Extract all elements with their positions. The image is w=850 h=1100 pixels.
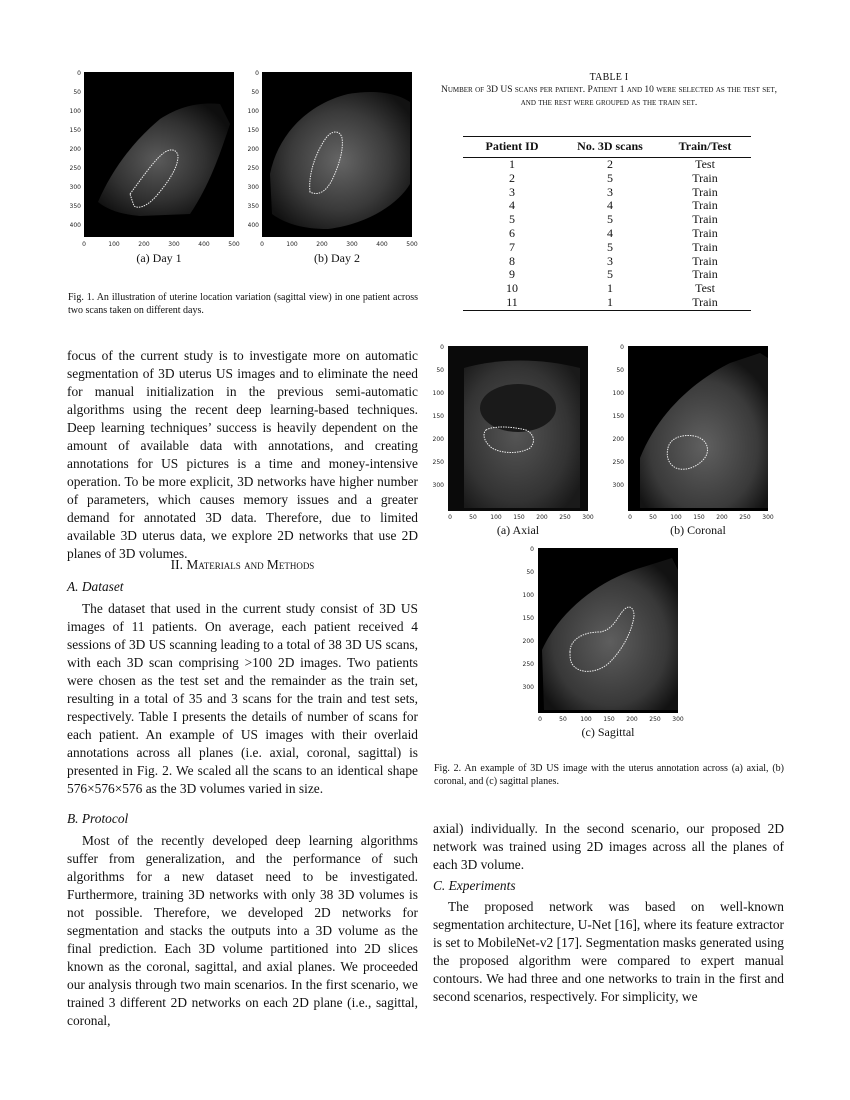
fig2a-ytick: 0 xyxy=(440,344,444,351)
fig1a-ytick: 100 xyxy=(70,108,81,115)
table-row xyxy=(463,227,751,241)
fig2c-xtick: 100 xyxy=(580,716,592,723)
experiments-heading: C. Experiments xyxy=(433,878,516,893)
fig1b-ytick: 50 xyxy=(251,89,259,96)
fig2b-xtick: 250 xyxy=(739,514,751,521)
fig2b-ytick: 200 xyxy=(612,436,624,443)
fig2a-xtick: 50 xyxy=(469,514,477,521)
table-row xyxy=(463,268,751,282)
fig2b-ytick: 250 xyxy=(612,459,624,466)
fig2a-ytick: 50 xyxy=(436,367,444,374)
fig2b-ytick: 0 xyxy=(620,344,624,351)
section-heading xyxy=(67,557,418,573)
fig2b-xtick: 100 xyxy=(670,514,682,521)
fig2c-xtick: 250 xyxy=(649,716,661,723)
fig2c-ytick: 300 xyxy=(522,684,534,691)
fig2a-ytick: 150 xyxy=(432,413,444,420)
protocol-paragraph: Most of the recently developed deep learning algorithms suffer from generalization, and the performance of such algorithms for a new dataset need to be investigated. Furthermore, training 3D networks with only 38 3D volumes is not possible. Therefore, we developed 2D networks for segmentation and stacks the outputs into a 3D volume as the final prediction. Each 3D volume partitioned into 2D slices known as the coronal, sagittal, and axial planes. We proceeded our analysis through two main scenarios. In the first scenario, we trained 3 different 2D networks on each 2D plane (i.e., sagittal, coronal, xyxy=(67,833,418,1028)
table-cell: 5 xyxy=(607,212,613,227)
fig1a-ytick: 50 xyxy=(73,89,81,96)
fig1a-ytick: 200 xyxy=(70,146,81,153)
fig1a-xtick: 500 xyxy=(228,241,240,248)
fig2a-ytick: 200 xyxy=(432,436,444,443)
table-cell: 2 xyxy=(607,157,613,171)
fig2a-xtick: 0 xyxy=(448,514,452,521)
section-number: II. xyxy=(170,557,183,572)
table-header: Train/Test xyxy=(678,139,732,153)
section-title: Materials and Methods xyxy=(186,557,315,572)
table-cell: Train xyxy=(692,253,718,268)
fig1a-xtick: 100 xyxy=(108,241,120,248)
fig1b-ytick: 300 xyxy=(248,184,259,191)
table-cell: 1 xyxy=(509,157,515,171)
fig1b-ytick: 250 xyxy=(248,165,259,172)
fig1a-ytick: 350 xyxy=(70,203,81,210)
table-cell: 5 xyxy=(509,212,515,227)
table-cell: 11 xyxy=(506,294,518,309)
fig1a-ytick: 250 xyxy=(70,165,81,172)
fig1a-ytick: 400 xyxy=(70,222,81,229)
table-header: Patient ID xyxy=(485,139,539,153)
fig2c-ytick: 50 xyxy=(526,569,534,576)
table-cell: 6 xyxy=(509,225,515,240)
table-row xyxy=(463,296,751,310)
fig1b-xtick: 300 xyxy=(346,241,358,248)
fig1b-xtick: 400 xyxy=(376,241,388,248)
fig1b-xtick: 200 xyxy=(316,241,328,248)
fig2c-xtick: 50 xyxy=(559,716,567,723)
fig1b-ytick: 400 xyxy=(248,222,259,229)
dataset-heading: A. Dataset xyxy=(67,579,124,594)
fig1-caption: Fig. 1. An illustration of uterine location variation (sagittal view) in one patient across two scans taken on different days. xyxy=(68,292,418,316)
fig2a-xtick: 150 xyxy=(513,514,525,521)
fig2-caption: Fig. 2. An example of 3D US image with the uterus annotation across (a) axial, (b) coronal, and (c) sagittal planes. xyxy=(434,763,784,787)
table-cell: 3 xyxy=(607,253,613,268)
fig1b-xtick: 100 xyxy=(286,241,298,248)
fig2-subcaption-b: (b) Coronal xyxy=(670,523,726,537)
table-cell: 4 xyxy=(607,198,613,213)
fig2c-xtick: 300 xyxy=(672,716,684,723)
fig2c-ytick: 0 xyxy=(530,546,534,553)
fig1a-xtick: 200 xyxy=(138,241,150,248)
table-cell: 10 xyxy=(506,281,518,296)
table-cell: Train xyxy=(692,170,718,185)
fig2a-xtick: 100 xyxy=(490,514,502,521)
fig1b-ytick: 0 xyxy=(255,70,259,77)
table-cell: Train xyxy=(692,198,718,213)
fig2-subcaption-c: (c) Sagittal xyxy=(581,725,635,739)
table-row xyxy=(463,255,751,269)
table-row xyxy=(463,199,751,213)
fig2c-ytick: 200 xyxy=(522,638,534,645)
fig1a-ytick: 300 xyxy=(70,184,81,191)
fig1-panel-day2 xyxy=(248,64,423,249)
fig1b-ytick: 150 xyxy=(248,127,259,134)
table-header: No. 3D scans xyxy=(577,139,643,153)
table-cell: 1 xyxy=(607,281,613,296)
table-cell: 1 xyxy=(607,294,613,309)
fig1-subcaption-b: (b) Day 2 xyxy=(314,251,360,265)
table-row xyxy=(463,241,751,255)
table-cell: 8 xyxy=(509,253,515,268)
table1-title: TABLE I xyxy=(589,72,629,83)
fig2b-ytick: 150 xyxy=(612,413,624,420)
fig1a-xtick: 400 xyxy=(198,241,210,248)
fig2b-xtick: 150 xyxy=(693,514,705,521)
fig2-panel-sagittal xyxy=(520,540,690,725)
fig2a-ytick: 100 xyxy=(432,390,444,397)
table-row xyxy=(463,186,751,200)
table-cell: 9 xyxy=(509,267,515,282)
fig2c-ytick: 250 xyxy=(522,661,534,668)
fig1b-ytick: 100 xyxy=(248,108,259,115)
fig1a-ytick: 150 xyxy=(70,127,81,134)
fig2b-ytick: 300 xyxy=(612,482,624,489)
table-cell: 5 xyxy=(607,239,613,254)
table-row xyxy=(463,282,751,296)
fig2-panel-axial xyxy=(430,338,600,523)
table1 xyxy=(463,136,751,311)
fig1-subcaption-a: (a) Day 1 xyxy=(136,251,182,265)
table-cell: Train xyxy=(692,239,718,254)
figure-1 xyxy=(70,64,420,274)
table-cell: 4 xyxy=(607,225,613,240)
table-cell: Train xyxy=(692,294,718,309)
table-cell: Train xyxy=(692,212,718,227)
table-cell: 3 xyxy=(607,184,613,199)
table-cell: Test xyxy=(695,157,715,171)
table-cell: Test xyxy=(695,281,715,296)
table-cell: 5 xyxy=(607,170,613,185)
table-row xyxy=(463,158,751,172)
fig1b-ytick: 200 xyxy=(248,146,259,153)
protocol-heading: B. Protocol xyxy=(67,811,129,826)
scenario-continuation: axial) individually. In the second scenario, our proposed 2D network was trained using 2D images across all the planes of each 3D volume. xyxy=(433,821,784,872)
fig2c-xtick: 0 xyxy=(538,716,542,723)
experiments-paragraph: The proposed network was based on well-known segmentation architecture, U-Net [16], where its feature extractor is set to MobileNet-v2 [17]. Segmentation masks generated using the proposed algorithm were compared to expert manual contours. We had three and one networks to train in the first and second scenarios, respectively. For simplicity, we xyxy=(433,899,784,1004)
table-cell: 3 xyxy=(509,184,515,199)
fig2c-xtick: 200 xyxy=(626,716,638,723)
table1-caption: Number of 3D US scans per patient. Patient 1 and 10 were selected as the test set, and the rest were grouped as the train set. xyxy=(440,85,778,108)
fig2b-xtick: 300 xyxy=(762,514,774,521)
table-row xyxy=(463,172,751,186)
table-cell: Train xyxy=(692,225,718,240)
fig1a-ytick: 0 xyxy=(77,70,81,77)
intro-paragraph: focus of the current study is to investigate more on automatic segmentation of 3D uterus US images and to eliminate the need for manual initialization in the previous semi-automatic algorithms using the recent deep learning-based techniques. Deep learning techniques’ success is heavily dependent on the amount of available data with annotations, and creating annotations for US pictures is a time and money-intensive operation. To be more explicit, 3D networks have higher number of parameters, which causes memory issues and a greater demand for annotated 3D data. Therefore, due to limited available 3D uterus data, we explore 2D networks that use 2D planes of 3D volumes. xyxy=(67,348,418,561)
fig1b-xtick: 0 xyxy=(260,241,264,248)
fig2a-ytick: 250 xyxy=(432,459,444,466)
table-cell: Train xyxy=(692,267,718,282)
fig2b-xtick: 0 xyxy=(628,514,632,521)
fig2c-ytick: 100 xyxy=(522,592,534,599)
fig2a-ytick: 300 xyxy=(432,482,444,489)
table-row xyxy=(463,213,751,227)
fig2b-xtick: 50 xyxy=(649,514,657,521)
fig2b-ytick: 100 xyxy=(612,390,624,397)
table-cell: 2 xyxy=(509,170,515,185)
fig2a-xtick: 300 xyxy=(582,514,594,521)
table-cell: 7 xyxy=(509,239,515,254)
fig1-panel-day1 xyxy=(70,64,245,249)
fig1a-xtick: 0 xyxy=(82,241,86,248)
table-cell: 5 xyxy=(607,267,613,282)
fig2b-ytick: 50 xyxy=(616,367,624,374)
fig2c-xtick: 150 xyxy=(603,716,615,723)
fig1a-xtick: 300 xyxy=(168,241,180,248)
fig2a-xtick: 250 xyxy=(559,514,571,521)
fig2-panel-coronal xyxy=(610,338,780,523)
table-cell: 4 xyxy=(509,198,515,213)
fig2b-xtick: 200 xyxy=(716,514,728,521)
fig1b-xtick: 500 xyxy=(406,241,418,248)
figure-2 xyxy=(430,338,790,748)
table-cell: Train xyxy=(692,184,718,199)
fig1b-ytick: 350 xyxy=(248,203,259,210)
fig2a-xtick: 200 xyxy=(536,514,548,521)
fig2-subcaption-a: (a) Axial xyxy=(496,523,540,537)
fig2c-ytick: 150 xyxy=(522,615,534,622)
dataset-paragraph: The dataset that used in the current study consist of 3D US images of 11 patients. On average, each patient received 4 sessions of 3D US scanning leading to a total of 38 3D US scans, with each 3D scan comprising >100 2D images. Two patients were chosen as the test set and the remainder as the train set, resulting in a total of 35 and 3 scans for the train and test sets, respectively. Table I presents the details of number of scans for each patient. An example of US images with their overlaid annotations across all planes (i.e. axial, coronal, sagittal) is presented in Fig. 2. We scaled all the scans to an identical shape 576×576×576 as the 3D volumes varied in size. xyxy=(67,601,418,796)
